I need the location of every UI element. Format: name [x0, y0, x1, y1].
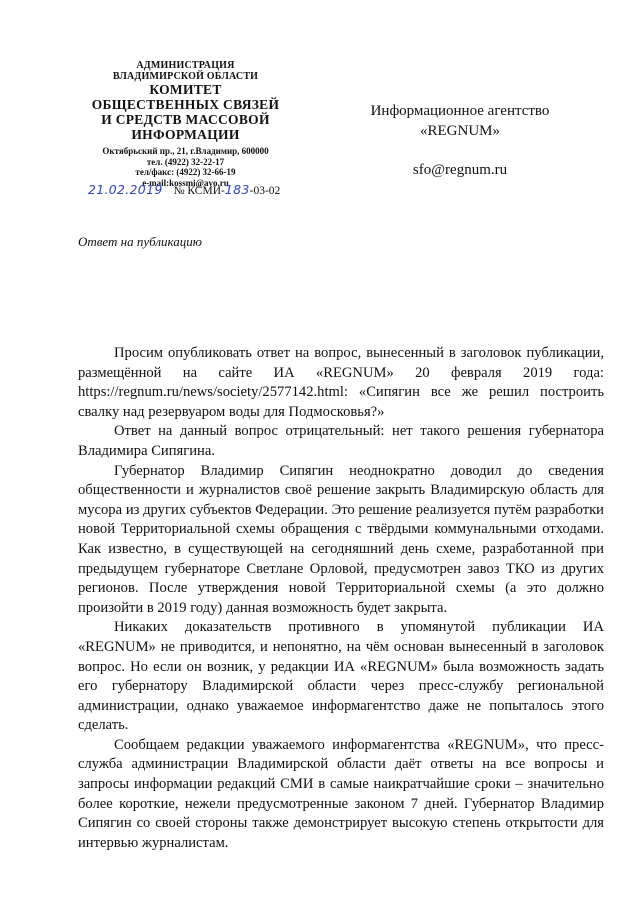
- reg-number-handwritten: 183: [224, 182, 250, 197]
- reg-number-prefix: № КСМИ-: [173, 185, 225, 197]
- org-name-line: КОМИТЕТ: [149, 82, 222, 97]
- recipient-name: «REGNUM»: [419, 123, 500, 139]
- body-paragraph: Просим опубликовать ответ на вопрос, вынесенный в заголовок публикации, размещённой на сайте ИА «REGNUM» 20 февраля 2019 года: https://regnum.ru/news/society/2577142.html: «Сипягин все же решил построить свалку над резервуаром воды для Подмосковья?»: [78, 345, 604, 420]
- reg-number-suffix: -03-02: [249, 185, 281, 197]
- body-paragraph: Сообщаем редакции уважаемого информагентства «REGNUM», что пресс-служба администрации Владимирской области даёт ответы на все вопросы и запросы информации редакций СМИ в самые наикратчайшие сроки – значительно более короткие, нежели предусмотренные законом 7 дней. Губернатор Владимир Сипягин со своей стороны также демонстрирует высокую степень открытости для интервью журналистам.: [78, 736, 604, 851]
- registration-number: [173, 182, 281, 197]
- recipient-line: Информационное агентство: [370, 103, 550, 119]
- body-paragraph: Ответ на данный вопрос отрицательный: нет такого решения губернатора Владимира Сипягина.: [78, 423, 604, 459]
- sender-phone: тел. (4922) 32-22-17: [146, 156, 225, 167]
- handwritten-date: 21.02.2019: [88, 182, 163, 197]
- body-paragraph: Никаких доказательств противного в упомянутой публикации ИА «REGNUM» не приводится, и непонятно, на чём основан вынесенный в заголовок вопрос. Но если он возник, у редакции ИА «REGNUM» была возможность задать его губернатору Владимирской области через пресс-службу региональной администрации, однако уважаемое информагентство даже не попыталось этого сделать.: [78, 619, 604, 734]
- org-name-line: ВЛАДИМИРСКОЙ ОБЛАСТИ: [112, 71, 259, 82]
- registration-line: [88, 183, 318, 198]
- letter-body: [78, 344, 604, 853]
- org-name-line: АДМИНИСТРАЦИЯ: [136, 60, 235, 71]
- recipient-email: sfo@regnum.ru: [412, 162, 508, 178]
- org-name-line: И СРЕДСТВ МАССОВОЙ: [101, 112, 270, 127]
- letter-subject: Ответ на публикацию: [78, 234, 202, 249]
- sender-address: Октябрьский пр., 21, г.Владимир, 600000: [102, 146, 269, 156]
- sender-email: e-mail:kossmi@avo.ru: [142, 177, 229, 188]
- org-name-line: ОБЩЕСТВЕННЫХ СВЯЗЕЙ: [91, 97, 280, 112]
- sender-letterhead: [78, 60, 293, 188]
- sender-fax: тел/факс: (4922) 32-66-19: [135, 167, 236, 177]
- body-paragraph: Губернатор Владимир Сипягин неоднократно доводил до сведения общественности и журналистов своё решение закрыть Владимирскую область для мусора из других субъектов Федерации. Это решение реализуется путём разработки новой Территориальной схемы обращения с твёрдыми коммунальными отходами. Как известно, в существующей на сегодняшний день схеме, разработанной при предыдущем губернаторе Светлане Орловой, предусмотрен завоз ТКО из других регионов. После утверждения новой Территориальной схемы (а это должно произойти в 2019 году) данная возможность будет закрыта.: [78, 462, 604, 616]
- recipient-block: [340, 101, 580, 180]
- org-name-line: ИНФОРМАЦИИ: [131, 127, 240, 142]
